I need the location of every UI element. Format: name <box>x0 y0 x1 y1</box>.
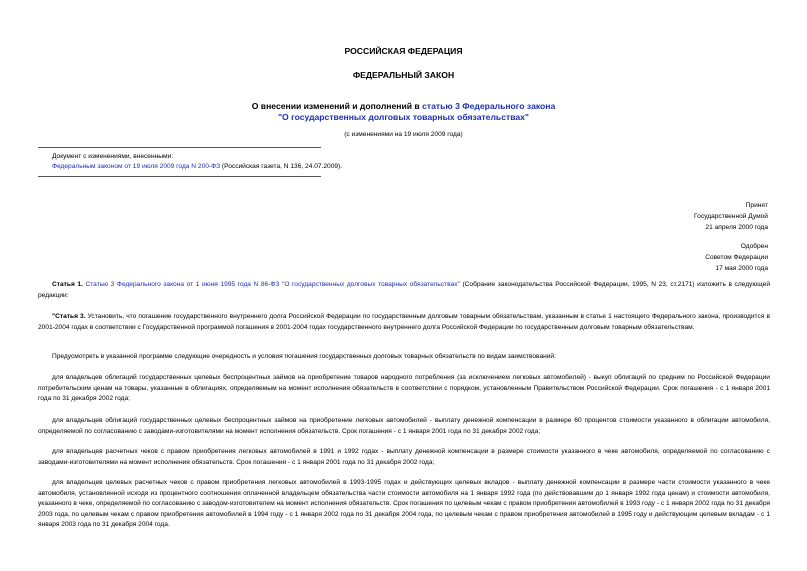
article-3-paragraph <box>38 312 770 333</box>
duma-adoption <box>694 201 768 233</box>
program-paragraph: Предусмотреть в указанной программе следующие очередность и условия погашения государственных долговых товарных обязательств по видам заимствований: <box>52 353 556 360</box>
article-1-paragraph <box>38 280 770 301</box>
divider-top <box>38 147 321 148</box>
doc-type-heading: ФЕДЕРАЛЬНЫЙ ЗАКОН <box>352 70 455 80</box>
duma-line2: Государственной Думой <box>694 212 768 220</box>
article-1-rest: (Собрание законодательства Российской Федерации, 1995, N 23, ст.2171) изложить в следующей редакции: <box>38 281 770 299</box>
duma-date: 21 апреля 2000 года <box>705 223 768 231</box>
bond-cars-paragraph: для владельцев облигаций государственных целевых беспроцентных займов на приобретение легковых автомобилей - выплату денежной компенсации в размере 60 процентов стоимости указанного в облигации автомобиля, определяемой по согласованию с заводами-изготовителями на момент исполнения обязательств. Срок погашения - с 1 января 2001 года по 31 декабря 2002 года; <box>38 417 770 435</box>
changes-block <box>52 152 342 172</box>
changes-suffix: (Российская газета, N 136, 24.07.2009). <box>220 163 343 170</box>
checks-1993-paragraph: для владельцев целевых расчетных чеков с правом приобретения легковых автомобилей в 1993-1995 годах и действующих целевых вкладов - выплату денежной компенсации в размере части стоимости указанного в чеке автомобиля, установленной исходя из процентного соотношения оплаченной владельцем обязательства части стоимости автомобиля на 1 января 1992 года (по действовавшим до 1 января 1992 года ценам) и стоимости автомобиля, указанного в чеке, определяемой по согласованию с заводом-изготовителем на момент исполнения обязательств. Срок погашения по целевым чекам с правом приобретения автомобилей в 1993 году - с 1 января 2002 года по 31 декабря 2003 года, по целевым чекам с правом приобретения автомобилей в 1994 году - с 1 января 2002 года по 31 декабря 2004 года, по целевым чекам с правом приобретения автомобилей в 1995 году и действующим целевым вкладам - с 1 января 2003 года по 31 декабря 2004 года. <box>38 479 770 529</box>
article-3-text: Установить, что погашение государственного внутреннего долга Российской Федерации по государственным долговым товарным обязательствам, указанным в статье 1 настоящего Федерального закона, производится в 2001-2004 годах в соответствии с Государственной программой погашения в 2001-2004 годах государственного внутреннего долга Российской Федерации по государственным долговым товарным обязательствам. <box>38 313 770 331</box>
article-1-link[interactable]: Статью 3 Федерального закона от 1 июня 1995 года N 86-ФЗ "О государственных долговых товарных обязательствах" <box>85 281 460 288</box>
divider-bottom <box>38 176 321 177</box>
law-title-link-2[interactable]: "О государственных долговых товарных обязательствах" <box>277 112 529 122</box>
council-approval <box>705 242 768 274</box>
law-title-prefix: О внесении изменений и дополнений в <box>251 101 423 111</box>
changes-line <box>52 162 342 172</box>
amending-law-link[interactable]: Федеральным законом от 19 июля 2009 года N 200-ФЗ <box>52 163 221 170</box>
country-heading: РОССИЙСКАЯ ФЕДЕРАЦИЯ <box>344 46 463 56</box>
council-line1: Одобрен <box>740 243 768 250</box>
law-title-link[interactable]: статью 3 Федерального закона <box>422 101 556 111</box>
law-title <box>0 101 807 123</box>
council-date: 17 мая 2000 года <box>715 264 768 272</box>
changes-intro: Документ с изменениями, внесенными: <box>52 153 174 160</box>
duma-line1: Принят <box>745 202 768 209</box>
article-3-label: "Статья 3. <box>52 313 86 320</box>
revision-note: (с изменениями на 19 июля 2009 года) <box>344 131 463 138</box>
council-line2: Советом Федерации <box>705 253 768 261</box>
checks-1991-paragraph: для владельцев расчетных чеков с правом приобретения легковых автомобилей в 1991 и 1992 годах - выплату денежной компенсации в размере стоимости указанного в чеке автомобиля, определяемой по согласованию с заводами-изготовителями на момент исполнения обязательств. Срок погашения - с 1 января 2001 года по 31 декабря 2002 года; <box>38 448 770 466</box>
bond-goods-paragraph: для владельцев облигаций государственных целевых беспроцентных займов на приобретение товаров народного потребления (за исключением легковых автомобилей) - выкуп облигаций по средним по Российской Федерации потребительским ценам на товары, указанные в облигациях, определяемым на момент исполнения обязательств в соответствии с порядком, установленным Правительством Российской Федерации. Срок погашения - с 1 января 2001 года по 31 декабря 2002 года; <box>38 374 770 403</box>
article-1-label: Статья 1. <box>52 281 83 288</box>
